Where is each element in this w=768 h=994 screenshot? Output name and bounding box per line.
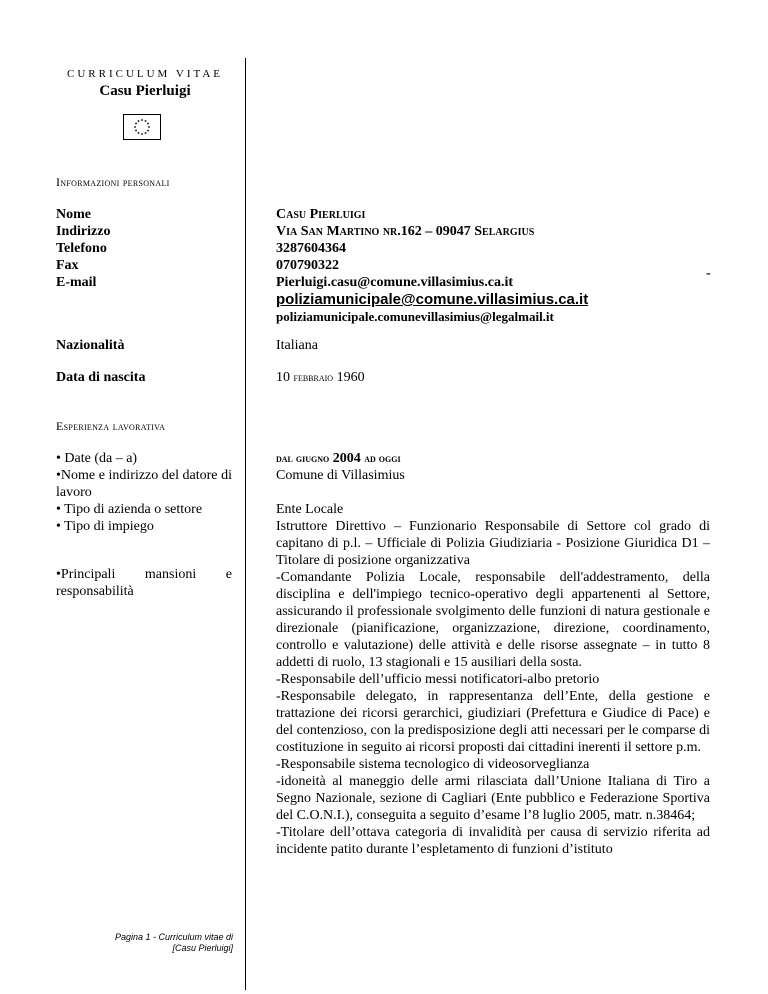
- personal-values: [276, 206, 710, 325]
- label-sector: • Tipo di azienda o settore: [56, 502, 203, 517]
- value-indirizzo: Via San Martino nr.162 – 09047 Selargius: [276, 224, 535, 239]
- eu-flag-icon: [123, 114, 161, 140]
- label-email: E-mail: [56, 275, 97, 290]
- birth-month: febbraio: [293, 370, 334, 384]
- duty-item: -Responsabile delegato, in rappresentanza dell’Ente, della gestione e trattazione dei ricorsi gerarchici, giudiziari (Prefettura e Giudice di Pace) e del contenzioso, con la predisposizione degli atti necessari per le comparse di costituzione in seguito ai ricorsi proposti dai cittadini inerenti il settore p.m.: [276, 689, 710, 755]
- label-indirizzo: Indirizzo: [56, 224, 111, 239]
- section-experience-title: Esperienza lavorativa: [56, 419, 166, 433]
- value-email-1[interactable]: Pierluigi.casu@comune.villasimius.ca.it: [276, 275, 514, 290]
- label-fax: Fax: [56, 258, 79, 273]
- birth-year: 1960: [336, 370, 365, 385]
- duty-item: -Comandante Polizia Locale, responsabile dell'addestramento, della disciplina e dell'impiego tecnico-operativo degli appartenenti al Settore, assicurando il professionale svolgimento delle funzioni di natura gestionale e direzionale (pianificazione, organizzazione, direzione, coordinamento, controllo e valutazione) delle attività e delle risorse assegnate – in tutto 8 addetti di ruolo, 13 stagionali e 15 ausiliari della sosta.: [276, 570, 710, 670]
- label-employer: •Nome e indirizzo del datore di lavoro: [56, 468, 232, 500]
- email-dash: -: [706, 266, 711, 281]
- experience-labels: [56, 450, 232, 535]
- duty-item: -Responsabile sistema tecnologico di videosorveglianza: [276, 757, 590, 772]
- duty-item: -Responsabile dell’ufficio messi notificatori-albo pretorio: [276, 672, 600, 687]
- label-duties: •Principali mansioni e responsabilità: [56, 567, 232, 599]
- label-nome: Nome: [56, 207, 91, 222]
- value-nome: Casu Pierluigi: [276, 207, 366, 222]
- value-telefono: 3287604364: [276, 241, 346, 256]
- value-period: [276, 450, 710, 467]
- value-fax: 070790322: [276, 258, 339, 273]
- value-data-nascita: [276, 370, 365, 386]
- label-data-nascita: Data di nascita: [56, 370, 146, 385]
- personal-labels: [56, 206, 110, 291]
- value-email-3[interactable]: poliziamunicipale.comunevillasimius@legalmail.it: [276, 309, 554, 324]
- duty-item: -Titolare dell’ottava categoria di invalidità per causa di servizio riferita ad incidente patito durante l’espletamento di funzioni d’istituto: [276, 825, 710, 857]
- value-email-2-link[interactable]: poliziamunicipale@comune.villasimius.ca.it: [276, 291, 589, 308]
- value-nazionalita: Italiana: [276, 338, 318, 353]
- value-sector: Ente Locale: [276, 502, 344, 517]
- footer-line-1: Pagina 1 - Curriculum vitae di: [114, 932, 233, 942]
- value-employer: Comune di Villasimius: [276, 468, 405, 483]
- value-job-type: Istruttore Direttivo – Funzionario Responsabile di Settore col grado di capitano di p.l. – Ufficiale di Polizia Giudiziaria - Posizione Giuridica D1 – Titolare di posizione organizzativa: [276, 519, 710, 568]
- label-job-type: • Tipo di impiego: [56, 519, 154, 534]
- period-year: 2004: [332, 451, 361, 466]
- period-start: dal giugno: [276, 451, 330, 465]
- period-end: ad oggi: [364, 451, 401, 465]
- page-footer: [105, 932, 233, 954]
- experience-values: [276, 450, 710, 858]
- birth-day: 10: [276, 370, 290, 385]
- cv-title: CURRICULUM VITAE: [66, 68, 223, 80]
- label-nazionalita: Nazionalità: [56, 338, 125, 353]
- cv-name: Casu Pierluigi: [99, 83, 191, 99]
- footer-line-2: [Casu Pierluigi]: [172, 943, 233, 953]
- label-telefono: Telefono: [56, 241, 107, 256]
- label-date: • Date (da – a): [56, 451, 138, 466]
- duty-item: -idoneità al maneggio delle armi rilasciata dall’Unione Italiana di Tiro a Segno Nazionale, sezione di Cagliari (Ente pubblico e Federazione Sportiva del C.O.N.I.), conseguita a seguito d’esame l’8 luglio 2005, matr. n.38464;: [276, 774, 710, 823]
- section-personal-title: Informazioni personali: [56, 175, 170, 189]
- column-divider: [245, 58, 246, 990]
